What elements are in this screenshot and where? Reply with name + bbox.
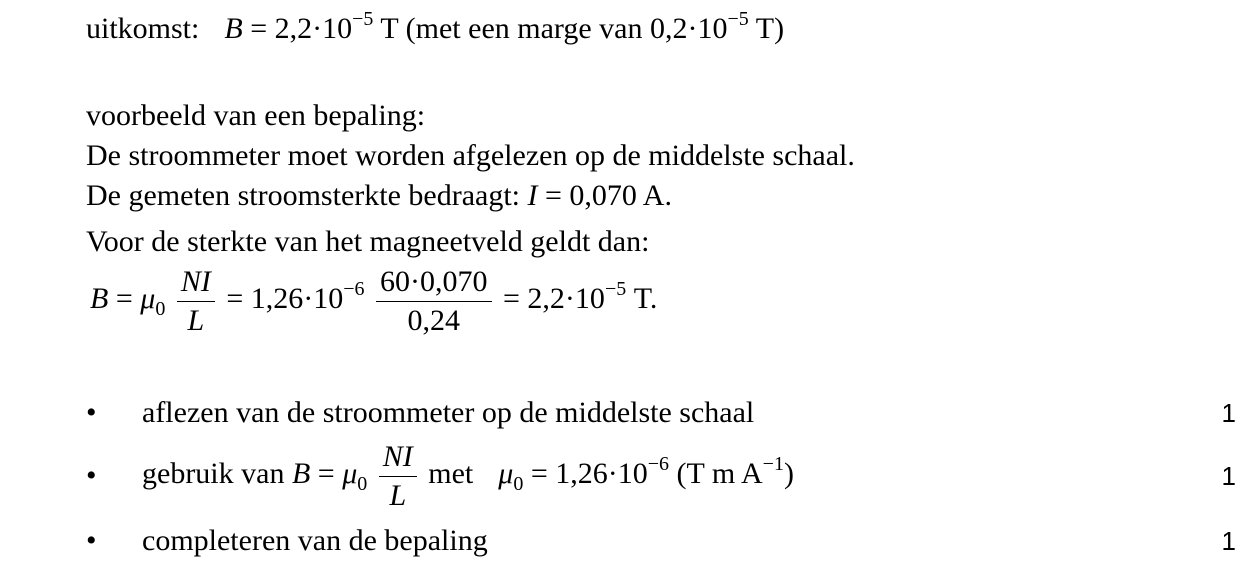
criterion-row-3 (86, 524, 1236, 558)
equation-exponent-1: −6 (343, 277, 365, 300)
criterion-2-exponent: −6 (647, 452, 670, 475)
criterion-row-1 (86, 396, 1236, 430)
example-line-2 (86, 181, 672, 211)
criterion-3-score: 1 (1221, 525, 1236, 556)
result-margin-base: 10 (697, 12, 728, 45)
criterion-2-unit-open: (T m A (676, 456, 763, 490)
criterion-2-equals: = (317, 456, 335, 490)
equation-value-2: = 2,2·10 (503, 281, 605, 315)
example-line-2-unit: A. (642, 179, 672, 212)
criterion-1-text: aflezen van de stroommeter op de middelste schaal (142, 396, 755, 429)
criterion-1-score: 1 (1221, 397, 1236, 428)
criterion-2-mu-sub: 0 (357, 472, 368, 495)
result-unit: T (380, 12, 399, 45)
criterion-2-mu: μ (342, 456, 358, 490)
equation-equals: = (115, 281, 133, 315)
criterion-2-mu2-sub: 0 (513, 472, 524, 495)
result-value: 2,2 (274, 12, 313, 45)
example-line-3: Voor de sterkte van het magneetveld geldt dan: (86, 225, 650, 258)
result-variable: B (224, 12, 243, 45)
example-line-2-variable: I (527, 179, 538, 212)
example-heading: voorbeeld van een bepaling: (86, 99, 426, 132)
criterion-2-unit-close: ) (783, 456, 794, 490)
result-margin-open: (met een marge van (405, 12, 643, 45)
criterion-2-text (142, 441, 1222, 511)
criterion-2-mu2: μ (498, 456, 514, 490)
equation-fraction-2-denominator: 0,24 (407, 303, 461, 337)
equation-fraction-2 (376, 266, 492, 336)
equation-value-1: = 1,26·10 (226, 281, 344, 315)
example-line-2-text: De gemeten stroomsterkte bedraagt: (86, 179, 521, 212)
criterion-2-score: 1 (1221, 460, 1236, 491)
criterion-2-value: = 1,26·10 (530, 456, 648, 490)
bullet-2: • (86, 459, 97, 492)
main-equation (90, 266, 657, 336)
result-equals: = (250, 12, 268, 45)
example-line-1: De stroommeter moet worden afgelezen op de middelste schaal. (86, 139, 855, 172)
bullet-1: • (86, 396, 97, 429)
equation-fraction-1 (177, 266, 215, 336)
result-margin-close: T) (755, 12, 785, 45)
equation-mu-sub: 0 (155, 297, 166, 320)
equation-exponent-2: −5 (604, 277, 627, 300)
criterion-2-unit-exponent: −1 (762, 452, 784, 475)
criterion-3-text: completeren van de bepaling (142, 524, 488, 557)
example-line-2-equals: = 0,070 (545, 179, 637, 212)
criterion-2-fraction (379, 441, 417, 511)
criterion-2-fraction-denominator: L (389, 478, 407, 512)
result-margin-exponent: −5 (727, 8, 749, 30)
criterion-2-lhs: B (291, 456, 311, 490)
equation-fraction-2-numerator: 60·0,070 (376, 266, 492, 302)
criterion-row-2 (86, 436, 1236, 516)
result-margin-value: 0,2 (650, 12, 688, 45)
criterion-2-mid: met (428, 456, 474, 490)
result-base: 10 (322, 12, 353, 45)
criterion-2-fraction-numerator: NI (379, 441, 417, 477)
equation-lhs: B (90, 281, 109, 315)
result-exponent: −5 (352, 8, 374, 30)
result-margin-dot: · (687, 12, 698, 45)
result-label: uitkomst: (86, 12, 200, 45)
result-dot: · (312, 12, 323, 45)
bullet-3: • (86, 524, 97, 557)
criterion-2-pre: gebruik van (142, 456, 285, 490)
result-line (86, 8, 785, 45)
equation-fraction-1-numerator: NI (177, 266, 215, 302)
equation-unit: T. (633, 281, 658, 315)
equation-fraction-1-denominator: L (187, 303, 205, 337)
equation-mu: μ (140, 281, 156, 315)
